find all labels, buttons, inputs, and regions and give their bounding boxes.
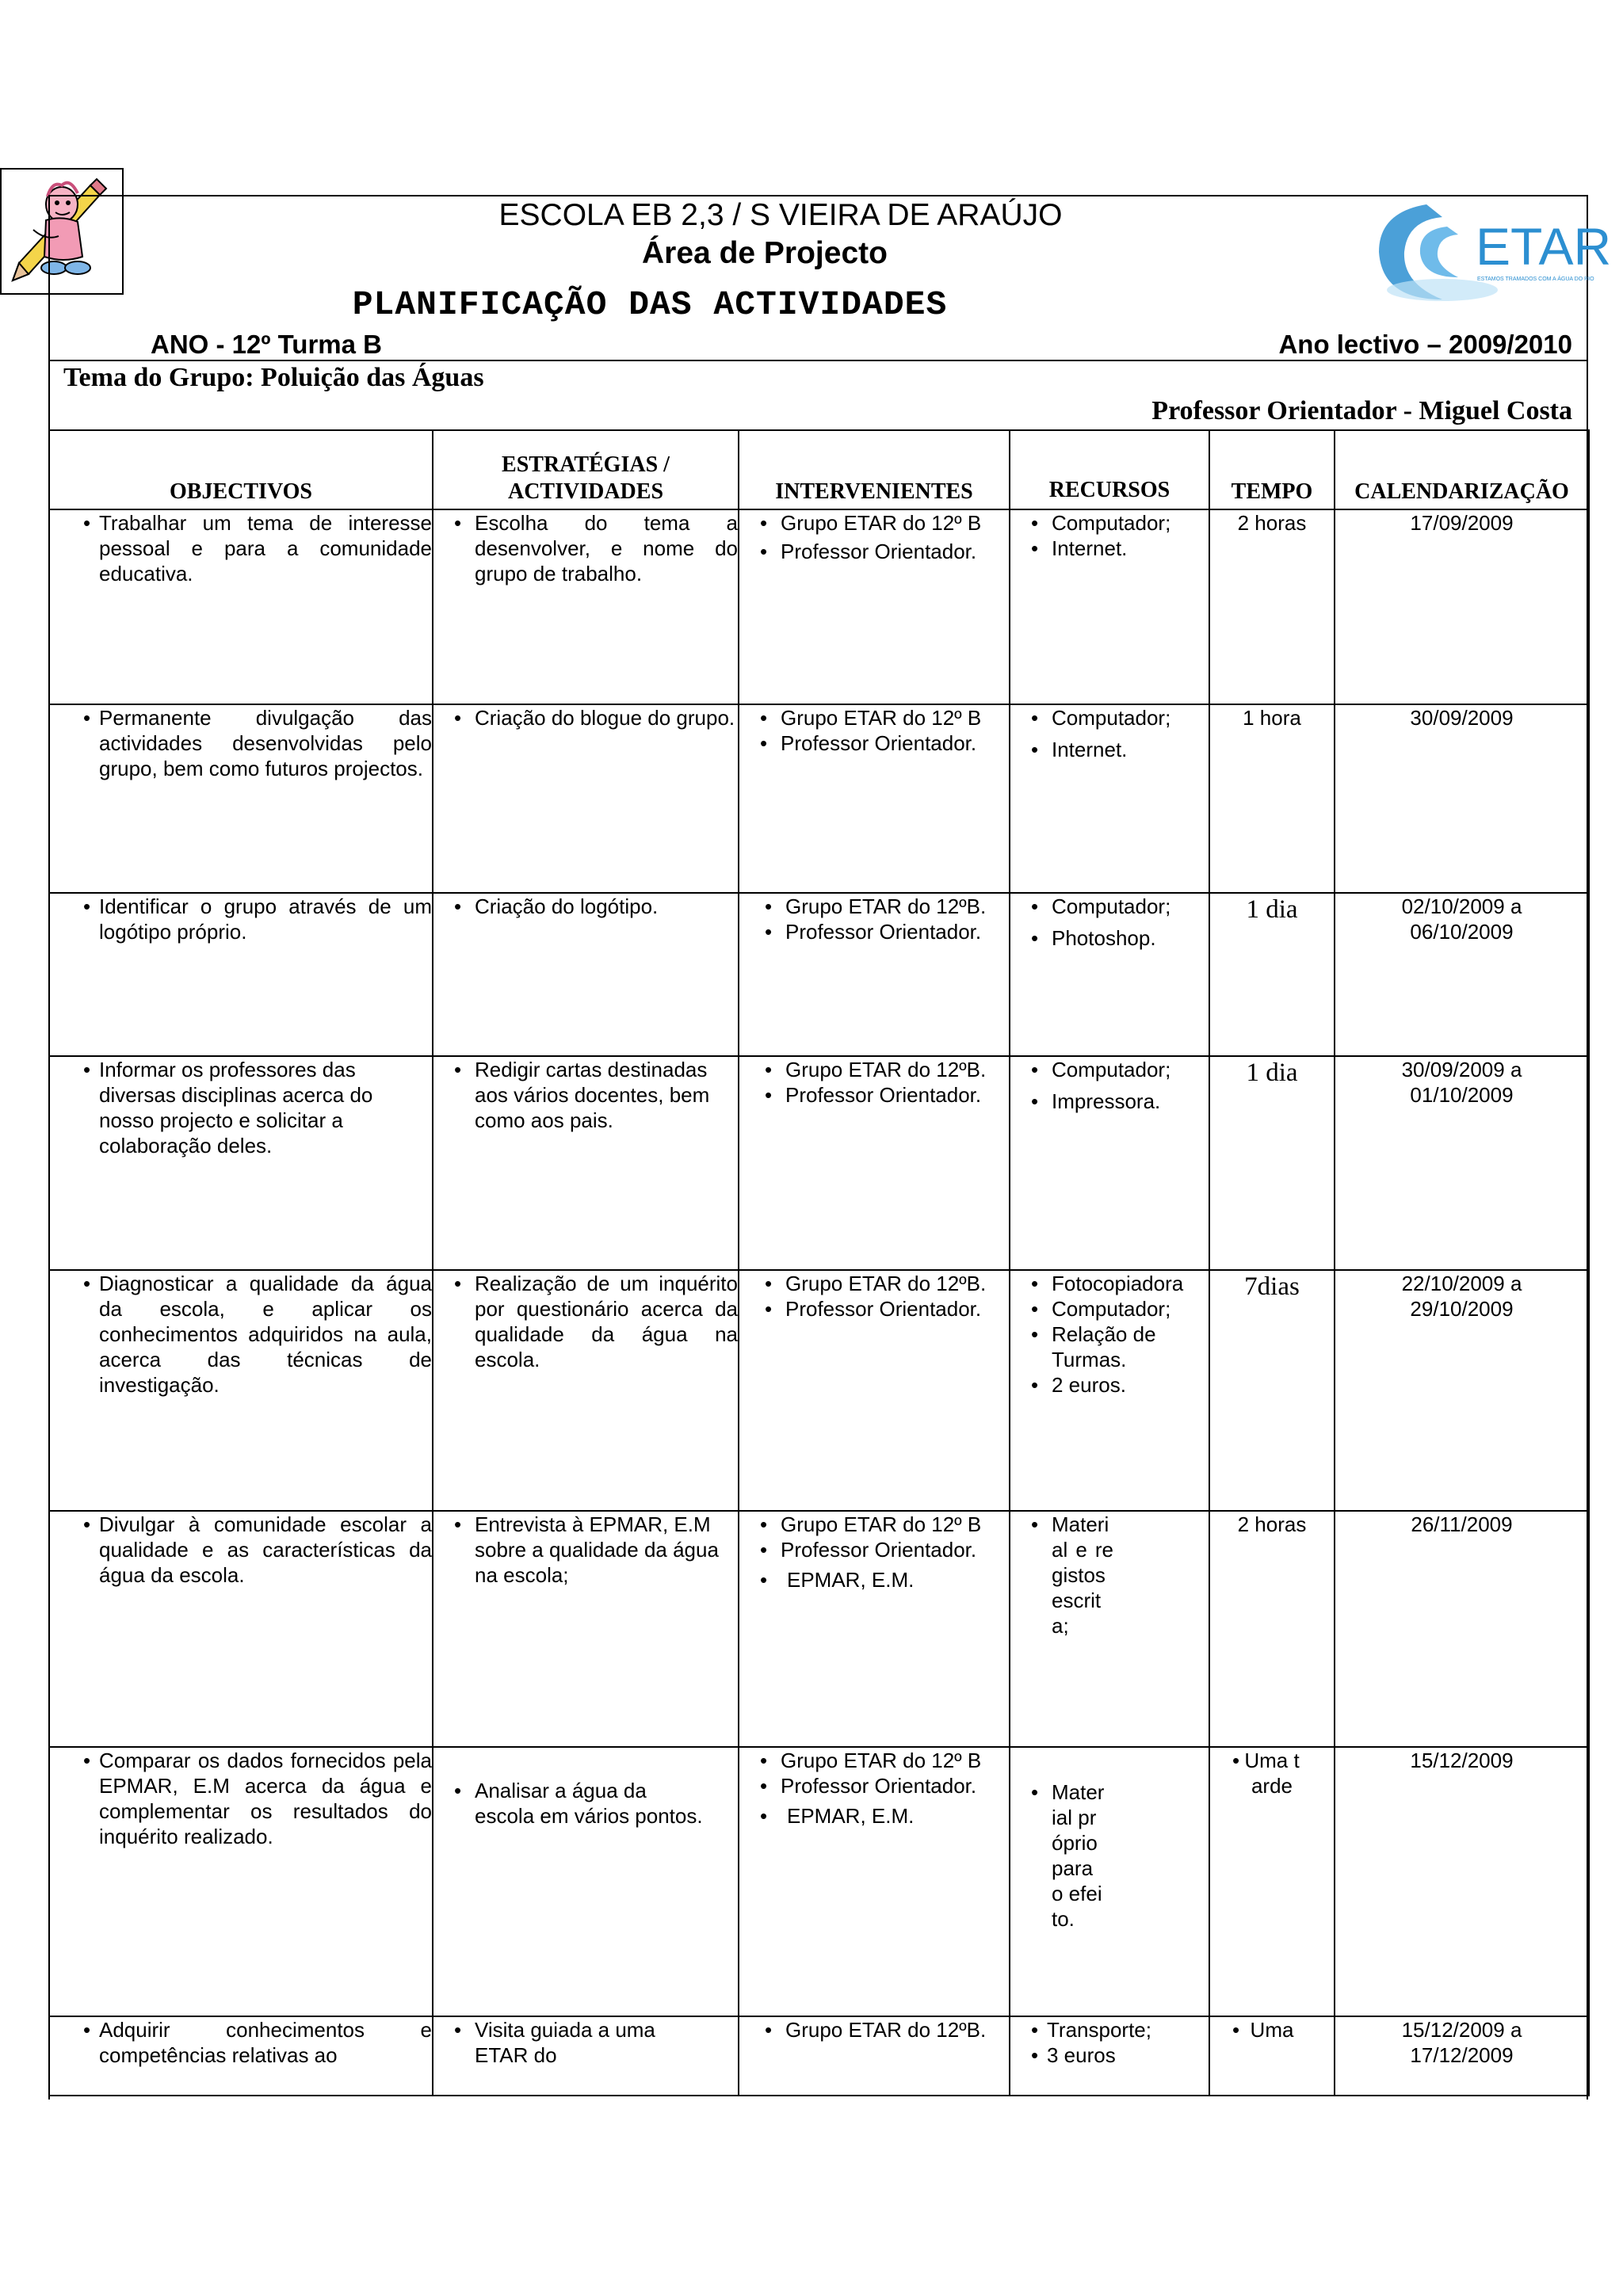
strategy-text: • Realização de um inquérito por questionário acerca da qualidade da água na escola. (433, 1271, 738, 1372)
schedule-value: 26/11/2009 (1335, 1511, 1589, 1747)
divider (48, 360, 1588, 361)
supervisor: Professor Orientador - Miguel Costa (1151, 396, 1572, 425)
table-row (49, 704, 1589, 893)
resource-item: • Computador; (1010, 894, 1209, 919)
objective-text: • Adquirir conhecimentos e competências relativas ao (50, 2017, 432, 2068)
col-schedule: CALENDARIZAÇÃO (1335, 430, 1589, 509)
resource-item: • Photoshop. (1010, 925, 1209, 951)
participant-item: • Professor Orientador. (739, 1773, 1009, 1798)
objective-text: • Comparar os dados fornecidos pela EPMAR, E.M acerca da água e complementar os resultados do inquérito realizado. (50, 1748, 432, 1849)
time-value: • Uma (1210, 2017, 1334, 2042)
resource-item: • Transporte; (1010, 2017, 1209, 2042)
participant-item: • Grupo ETAR do 12º B (739, 1748, 1009, 1773)
participant-item: • EPMAR, E.M. (739, 1567, 1009, 1592)
participant-item: • Grupo ETAR do 12º B (739, 1512, 1009, 1537)
participant-item: • Grupo ETAR do 12ºB. (744, 1271, 1009, 1296)
schedule-value: 30/09/2009 (1335, 704, 1589, 893)
school-year: Ano lectivo – 2009/2010 (1278, 330, 1572, 359)
resource-item: • Computador; (1010, 1296, 1209, 1322)
participant-item: • Professor Orientador. (744, 1082, 1009, 1108)
strategy-text: • Analisar a água da escola em vários pontos. (433, 1778, 738, 1829)
schedule-value: 15/12/2009 a 17/12/2009 (1335, 2016, 1589, 2096)
table-row (49, 893, 1589, 1056)
objective-text: • Divulgar à comunidade escolar a qualidade e as características da água da escola. (50, 1512, 432, 1588)
participant-item: • Grupo ETAR do 12ºB. (744, 894, 1009, 919)
schedule-value: 02/10/2009 a 06/10/2009 (1335, 893, 1589, 1056)
table-row (49, 2016, 1589, 2096)
time-value: 1 hora (1209, 704, 1335, 893)
table-row (49, 1747, 1589, 2016)
participant-item: • Professor Orientador. (739, 1537, 1009, 1562)
resource-item: • Internet. (1010, 737, 1209, 762)
resource-item: • Material e registos escrita; (1010, 1512, 1113, 1638)
participant-item: • Grupo ETAR do 12º B (739, 510, 1009, 536)
participant-item: • Grupo ETAR do 12º B (739, 705, 1009, 730)
resource-item: • 3 euros (1010, 2042, 1209, 2068)
strategy-text: • Escolha do tema a desenvolver, e nome do grupo de trabalho. (433, 510, 738, 586)
resource-item: • Material próprio para o efeito. (1010, 1779, 1107, 1932)
participant-item: • Grupo ETAR do 12ºB. (744, 1057, 1009, 1082)
resource-item: • Impressora. (1010, 1089, 1209, 1114)
etar-logo (1371, 189, 1612, 312)
participant-item: • Grupo ETAR do 12ºB. (744, 2017, 1009, 2042)
resource-item: • Computador; (1010, 1057, 1209, 1082)
participant-item: • Professor Orientador. (744, 1296, 1009, 1322)
schedule-value: 30/09/2009 a 01/10/2009 (1335, 1056, 1589, 1270)
table-row (49, 1511, 1589, 1747)
year-class: ANO - 12º Turma B (151, 330, 382, 359)
objective-text: • Trabalhar um tema de interesse pessoal e para a comunidade educativa. (50, 510, 432, 586)
participant-item: • Professor Orientador. (739, 539, 1009, 564)
strategy-text: • Criação do logótipo. (433, 894, 738, 919)
table-row (49, 1056, 1589, 1270)
resource-item: • Computador; (1010, 510, 1209, 536)
objective-text: • Informar os professores das diversas disciplinas acerca do nosso projecto e solicitar a colaboração deles. (50, 1057, 432, 1158)
wave-logo-icon (1371, 189, 1612, 312)
time-value: 7dias (1209, 1270, 1335, 1511)
participant-item: • EPMAR, E.M. (739, 1803, 1009, 1829)
schedule-value: 22/10/2009 a 29/10/2009 (1335, 1270, 1589, 1511)
participant-item: • Professor Orientador. (739, 730, 1009, 756)
resource-item: • Computador; (1010, 705, 1209, 730)
col-strategies: ESTRATÉGIAS / ACTIVIDADES (433, 430, 739, 509)
time-value: • Uma tarde (1210, 1748, 1334, 1798)
table-header-row (49, 430, 1589, 509)
time-value: 2 horas (1209, 1511, 1335, 1747)
objective-text: • Diagnosticar a qualidade da água da escola, e aplicar os conhecimentos adquiridos na aula, acerca das técnicas de investigação. (50, 1271, 432, 1398)
activities-table (48, 429, 1590, 2096)
strategy-text: • Entrevista à EPMAR, E.M sobre a qualidade da água na escola; (433, 1512, 738, 1588)
logo-wordmark: ETAR (1476, 217, 1612, 276)
document-title: PLANIFICAÇÃO DAS ACTIVIDADES (352, 285, 948, 324)
col-participants: INTERVENIENTES (739, 430, 1010, 509)
strategy-text: • Criação do blogue do grupo. (433, 705, 738, 730)
objective-text: • Permanente divulgação das actividades desenvolvidas pelo grupo, bem como futuros projectos. (50, 705, 432, 781)
table-row (49, 509, 1589, 704)
group-theme: Tema do Grupo: Poluição das Águas (63, 363, 484, 392)
col-resources: RECURSOS (1010, 430, 1209, 509)
resource-item: • Relação de Turmas. (1010, 1322, 1209, 1372)
school-name: ESCOLA EB 2,3 / S VIEIRA DE ARAÚJO (498, 198, 1063, 232)
strategy-text: • Visita guiada a uma ETAR do (433, 2017, 738, 2068)
time-value: 1 dia (1209, 893, 1335, 1056)
resource-item: • 2 euros. (1010, 1372, 1209, 1398)
col-objectives: OBJECTIVOS (49, 430, 433, 509)
time-value: 2 horas (1209, 509, 1335, 704)
area-title: Área de Projecto (642, 236, 888, 270)
time-value: 1 dia (1209, 1056, 1335, 1270)
participant-item: • Professor Orientador. (744, 919, 1009, 944)
objective-text: • Identificar o grupo através de um logótipo próprio. (50, 894, 432, 944)
resource-item: • Internet. (1010, 536, 1209, 561)
col-time: TEMPO (1209, 430, 1335, 509)
schedule-value: 17/09/2009 (1335, 509, 1589, 704)
schedule-value: 15/12/2009 (1335, 1747, 1589, 2016)
strategy-text: • Redigir cartas destinadas aos vários docentes, bem como aos pais. (433, 1057, 738, 1133)
logo-tagline: ESTAMOS TRAMADOS COM A ÁGUA DO RIO (1477, 277, 1594, 282)
resource-item: • Fotocopiadora (1010, 1271, 1209, 1296)
table-row (49, 1270, 1589, 1511)
